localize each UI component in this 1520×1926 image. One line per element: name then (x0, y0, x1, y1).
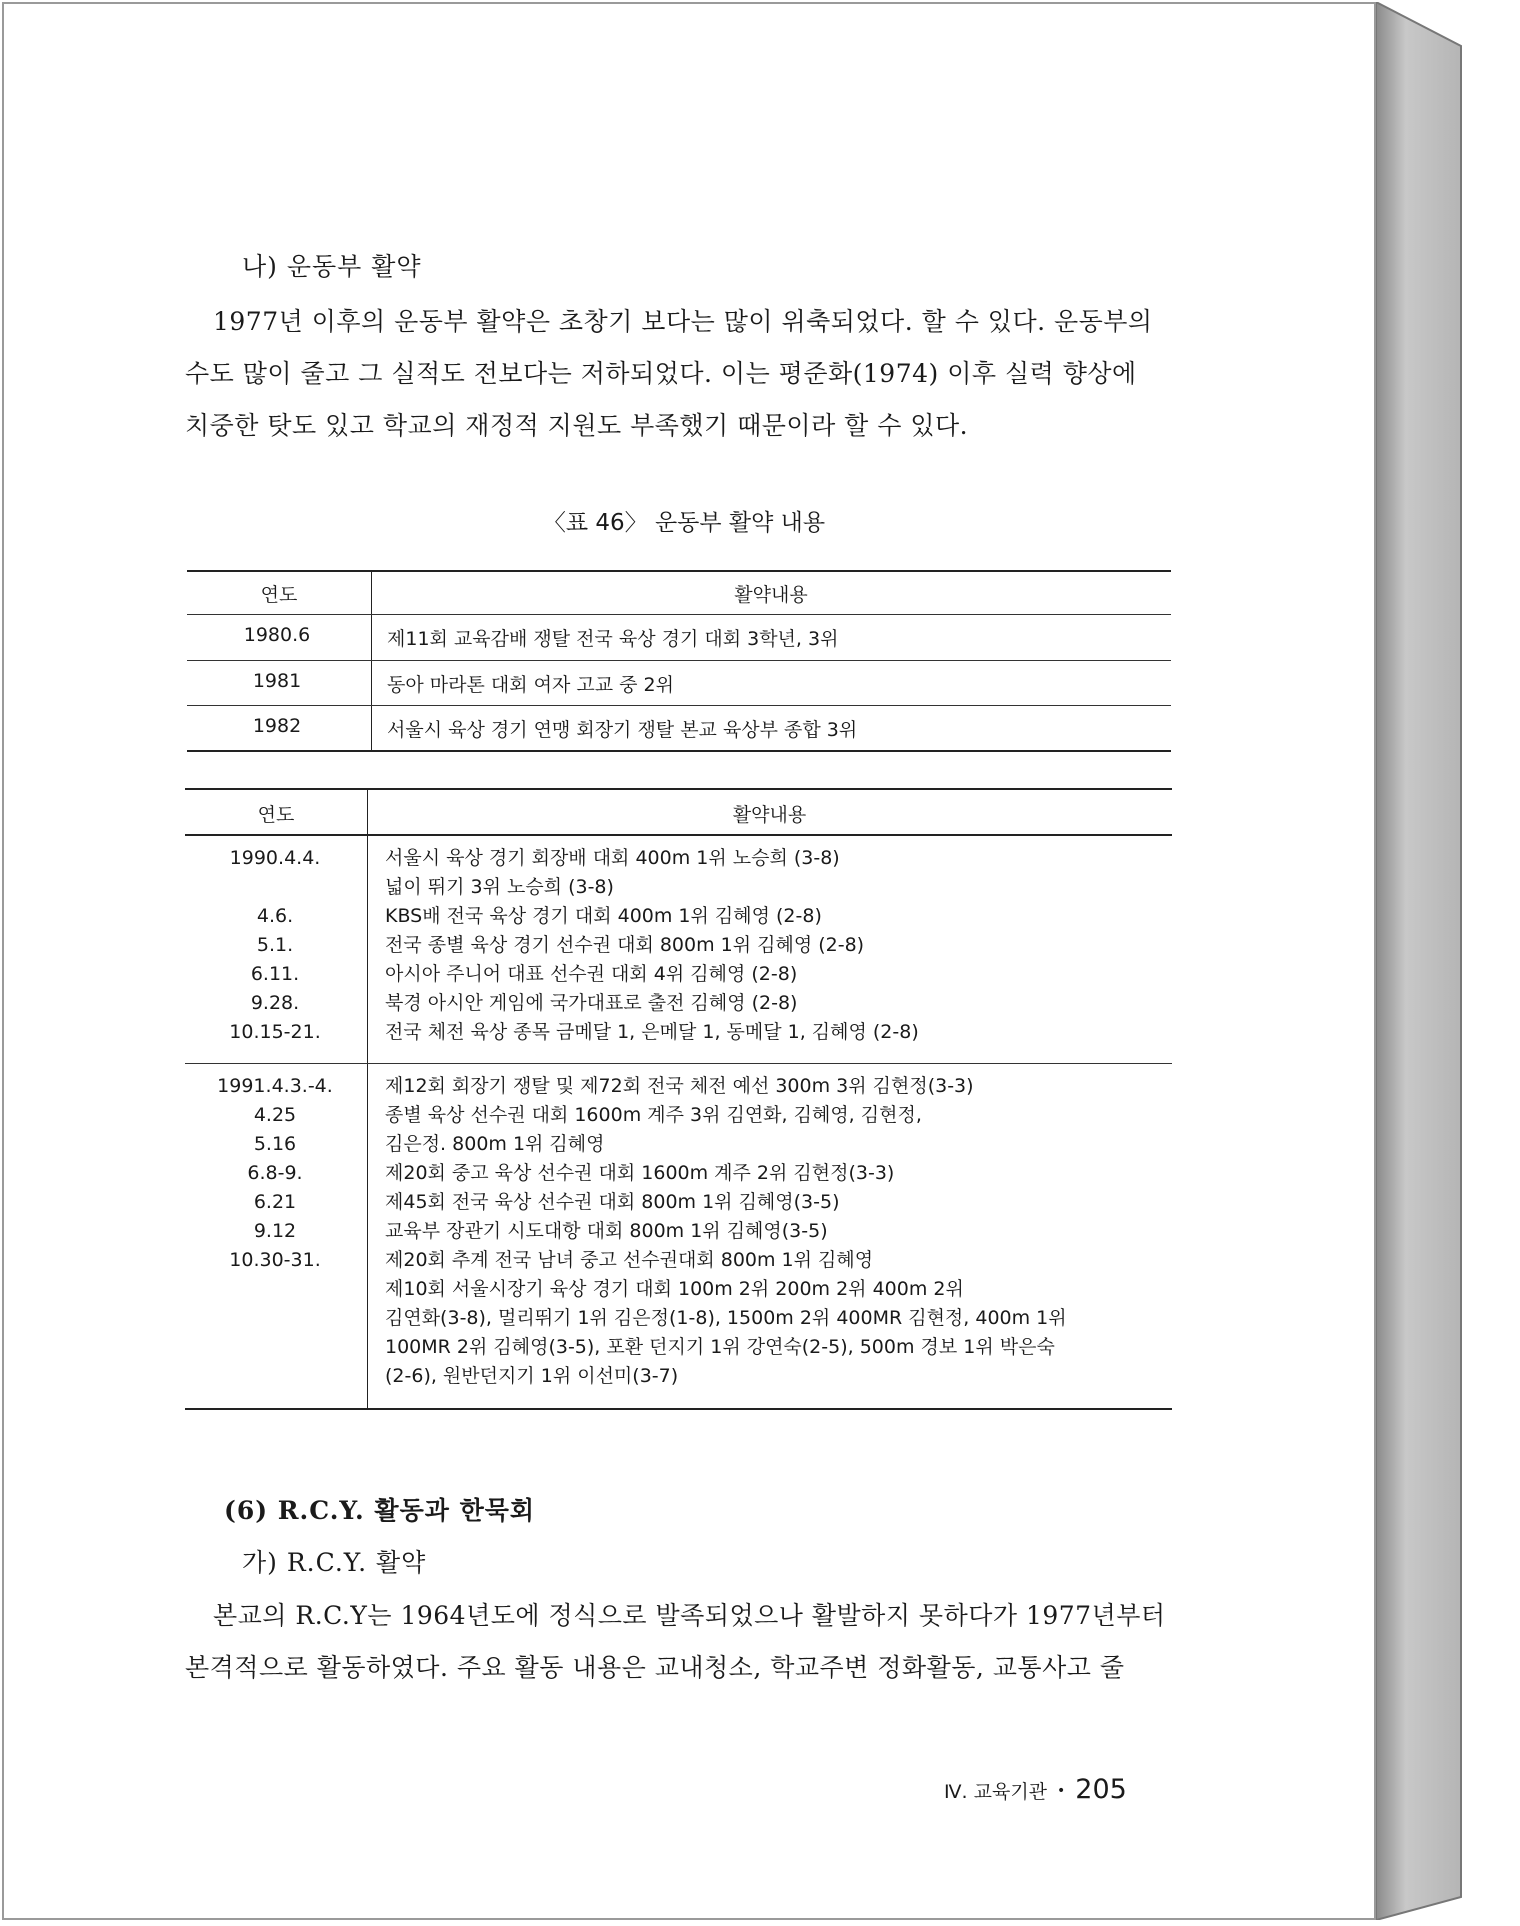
year-cell: 4.25 (253, 1104, 297, 1126)
footer-section: Ⅳ. 교육기관 (944, 1781, 1048, 1803)
paragraph-na (185, 296, 1175, 452)
header-content: 활약내용 (734, 584, 808, 606)
content-line: (2-6), 원반던지기 1위 이선미(3-7) (385, 1365, 679, 1387)
year-cell: 6.21 (253, 1191, 297, 1213)
content-line: 제20회 추계 전국 남녀 중고 선수권대회 800m 1위 김혜영 (385, 1249, 874, 1271)
year-cell: 9.12 (253, 1220, 297, 1242)
header-rule (185, 834, 1172, 836)
content-line: 북경 아시안 게임에 국가대표로 출전 김혜영 (2-8) (385, 992, 798, 1014)
group-rule (185, 1063, 1172, 1064)
page-sheet (2, 2, 1376, 1920)
table-top-rule (185, 788, 1172, 790)
subheading-ga: 가) R.C.Y. 활약 (242, 1548, 427, 1577)
content-line: 종별 육상 선수권 대회 1600m 계주 3위 김연화, 김혜영, 김현정, (385, 1104, 922, 1126)
year-cell: 9.28. (250, 992, 300, 1014)
paragraph-line: 치중한 탓도 있고 학교의 재정적 지원도 부족했기 때문이라 할 수 있다. (185, 411, 969, 440)
book-page-edge (1376, 2, 1520, 1920)
year-cell: 5.16 (253, 1133, 297, 1155)
group-2-content (385, 1072, 1067, 1391)
content-line: 제12회 회장기 쟁탈 및 제72회 전국 체전 예선 300m 3위 김현정(3-3) (385, 1075, 974, 1097)
row-year: 1982 (252, 715, 302, 737)
year-cell: 6.8-9. (247, 1162, 303, 1184)
group-1-years (185, 844, 365, 1047)
content-line: 넓이 뛰기 3위 노승희 (3-8) (385, 876, 614, 898)
paragraph-line (185, 296, 1175, 348)
table-bottom-rule (187, 750, 1171, 752)
content-line: 아시아 주니어 대표 선수권 대회 4위 김혜영 (2-8) (385, 963, 798, 985)
year-cell: 10.30-31. (229, 1249, 321, 1271)
row-content: 제11회 교육감배 쟁탈 전국 육상 경기 대회 3학년, 3위 (387, 628, 839, 650)
page-number: 205 (1075, 1774, 1127, 1805)
header-year: 연도 (260, 584, 298, 606)
paragraph-line-text: 1977년 이후의 운동부 활약은 초창기 보다는 많이 위축되었다. 할 수 있다. 운동부의 (213, 307, 1153, 336)
table-2 (185, 788, 1172, 1414)
row-rule (187, 705, 1171, 706)
content-line: 100MR 2위 김혜영(3-5), 포환 던지기 1위 강연숙(2-5), 500m 경보 1위 박은숙 (385, 1336, 1055, 1358)
year-cell: 6.11. (250, 963, 300, 985)
content-line: 김연화(3-8), 멀리뛰기 1위 김은정(1-8), 1500m 2위 400MR 김현정, 400m 1위 (385, 1307, 1067, 1329)
table-caption: 〈표 46〉 운동부 활약 내용 (542, 510, 826, 536)
section-heading-na: 나) 운동부 활약 (242, 252, 422, 281)
section-heading-6: (6) R.C.Y. 활동과 한묵회 (224, 1496, 536, 1525)
table-bottom-rule (185, 1408, 1172, 1410)
paragraph-line (185, 1590, 1175, 1642)
table-1 (187, 570, 1171, 752)
row-content: 동아 마라톤 대회 여자 고교 중 2위 (387, 674, 674, 696)
year-cell: 1990.4.4. (229, 847, 321, 869)
row-year: 1981 (252, 670, 302, 692)
footer-bullet: • (1057, 1783, 1066, 1799)
paragraph-line: 수도 많이 줄고 그 실적도 전보다는 저하되었다. 이는 평준화(1974) 이후 실력 향상에 (185, 359, 1137, 388)
year-cell (185, 873, 365, 902)
paragraph-rcy (185, 1590, 1175, 1694)
group-2-years (185, 1072, 365, 1275)
row-rule (187, 660, 1171, 661)
column-divider (367, 788, 368, 1408)
year-cell: 10.15-21. (229, 1021, 321, 1043)
content-line: 제10회 서울시장기 육상 경기 대회 100m 2위 200m 2위 400m 2위 (385, 1278, 964, 1300)
content-line: 제45회 전국 육상 선수권 대회 800m 1위 김혜영(3-5) (385, 1191, 840, 1213)
header-year: 연도 (257, 804, 295, 826)
content-line: 전국 종별 육상 경기 선수권 대회 800m 1위 김혜영 (2-8) (385, 934, 865, 956)
paragraph-line: 본격적으로 활동하였다. 주요 활동 내용은 교내청소, 학교주변 정화활동, 교통사고 줄 (185, 1653, 1125, 1682)
table-top-rule (187, 570, 1171, 572)
content-line: 전국 체전 육상 종목 금메달 1, 은메달 1, 동메달 1, 김혜영 (2-8) (385, 1021, 919, 1043)
row-content: 서울시 육상 경기 연맹 회장기 쟁탈 본교 육상부 종합 3위 (387, 719, 858, 741)
header-rule (187, 614, 1171, 615)
content-line: 김은정. 800m 1위 김혜영 (385, 1133, 605, 1155)
year-cell: 5.1. (256, 934, 294, 956)
row-year: 1980.6 (243, 624, 311, 646)
header-content: 활약내용 (732, 804, 807, 826)
content-line: KBS배 전국 육상 경기 대회 400m 1위 김혜영 (2-8) (385, 905, 822, 927)
group-1-content (385, 844, 919, 1047)
page-footer (944, 1774, 1179, 1805)
year-cell: 1991.4.3.-4. (217, 1075, 333, 1097)
paragraph-line-text: 본교의 R.C.Y는 1964년도에 정식으로 발족되었으나 활발하지 못하다가 1977년부터 (213, 1601, 1166, 1630)
content-line: 서울시 육상 경기 회장배 대회 400m 1위 노승희 (3-8) (385, 847, 840, 869)
year-cell: 4.6. (256, 905, 294, 927)
content-line: 교육부 장관기 시도대항 대회 800m 1위 김혜영(3-5) (385, 1220, 828, 1242)
content-line: 제20회 중고 육상 선수권 대회 1600m 계주 2위 김현정(3-3) (385, 1162, 895, 1184)
